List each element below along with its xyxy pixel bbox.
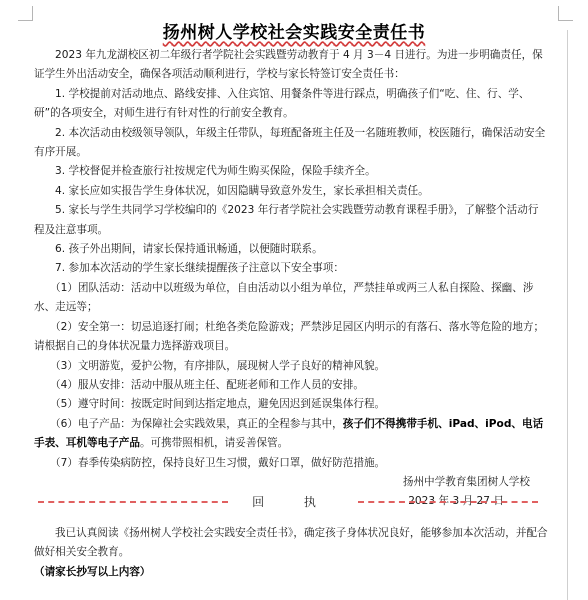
sub-item-5: （5）遵守时间：按既定时间到达指定地点，避免因迟到延误集体行程。 xyxy=(50,398,386,411)
sub-item-2: （2）安全第一：切忌追逐打闹；杜绝各类危险游戏；严禁涉足园区内明示的有落石、落水等危险的地方；请根据自己的身体状况量力选择游戏项目。 xyxy=(34,320,545,353)
item-7: 7. 参加本次活动的学生家长继续提醒孩子注意以下安全事项： xyxy=(55,262,344,275)
item-5: 5. 家长与学生共同学习学校编印的《2023 年行者学院社会实践暨劳动教育课程手册》，了解整个活动行程及注意事项。 xyxy=(34,204,539,236)
item-2: 2. 本次活动由校级领导领队，年级主任带队，每班配备班主任及一名随班教师，校医随行，确保活动安全有序开展。 xyxy=(34,126,546,159)
sub-item-6 xyxy=(34,415,548,454)
sub-item-4: （4）服从安排：活动中服从班主任、配班老师和工作人员的安排。 xyxy=(50,378,364,391)
divider-dash-right xyxy=(358,501,538,503)
sub-item-7: （7）春季传染病防控，保持良好卫生习惯，戴好口罩，做好防范措施。 xyxy=(50,456,386,469)
item-6: 6. 孩子外出期间，请家长保持通讯畅通，以便随时联系。 xyxy=(55,243,323,256)
sub-item-6-bold: 孩子们不得携带手机、iPad、iPod、电话手表、耳机等电子产品 xyxy=(34,417,544,450)
receipt-title: 回 执 xyxy=(252,495,334,509)
signature: 扬州中学教育集团树人学校 xyxy=(402,475,530,488)
sub-item-6-text-b: 。可携带照相机，请妥善保管。 xyxy=(139,437,289,450)
sub-item-3: （3）文明游览，爱护公物，有序排队，展现树人学子良好的精神风貌。 xyxy=(50,359,386,372)
receipt-text: 我已认真阅读《扬州树人学校社会实践安全责任书》，确定孩子身体状况良好，能够参加本次活动，并配合做好相关安全教育。 xyxy=(34,527,548,559)
document-title: 扬州树人学校社会实践安全责任书 xyxy=(162,23,426,43)
item-1: 1. 学校提前对活动地点、路线安排、入住宾馆、用餐条件等进行踩点，明确孩子们“吃、住、行、学、研”的各项安全，对师生进行有针对性的行前安全教育。 xyxy=(34,87,530,120)
sub-item-1: （1）团队活动：活动中以班级为单位，自由活动以小组为单位，严禁挂单或两三人私自探险、探幽、涉水、走远等； xyxy=(34,281,534,314)
page-margin-line xyxy=(567,30,568,600)
receipt-note: （请家长抄写以上内容） xyxy=(34,565,151,578)
receipt-divider xyxy=(38,493,548,511)
item-3: 3. 学校督促并检查旅行社按规定代为师生购买保险，保险手续齐全。 xyxy=(55,165,376,178)
document-body xyxy=(34,46,548,512)
receipt-section xyxy=(34,524,548,582)
signature-date: 2023 年 3 月 27 日 xyxy=(408,495,504,508)
sub-item-6-text-a: （6）电子产品：为保障社会实践效果，真正的全程参与其中， xyxy=(50,417,343,430)
divider-dash-left xyxy=(38,501,228,503)
intro-paragraph: 2023 年九龙湖校区初二年级行者学院社会实践暨劳动教育于 4 月 3－4 日进行。为进一步明确责任，保证学生外出活动安全，确保各项活动顺利进行，学校与家长特签订安全责任书： xyxy=(34,49,543,81)
item-4: 4. 家长应如实报告学生身体状况，如因隐瞒导致意外发生，家长承担相关责任。 xyxy=(55,184,429,197)
